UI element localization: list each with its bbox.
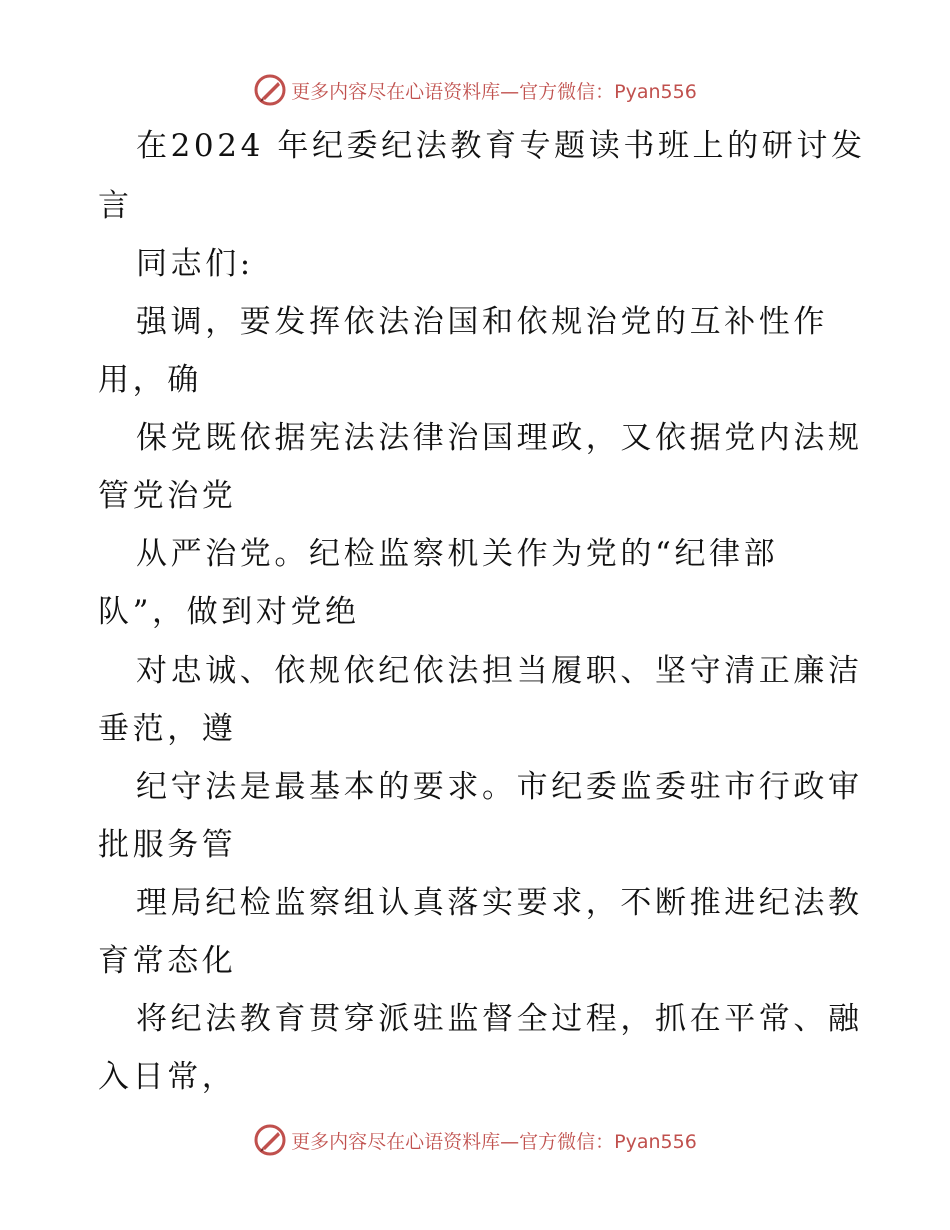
paragraph-line: 将纪法教育贯穿派驻监督全过程，抓在平常、融 — [136, 1001, 863, 1037]
header-watermark-banner — [0, 68, 950, 112]
quill-logo-icon — [253, 73, 287, 107]
paragraph-line: 垂范，遵 — [98, 711, 237, 747]
paragraph-line: 队”，做到对党绝 — [98, 594, 360, 630]
watermark-text: 更多内容尽在心语资料库—官方微信：Pyan556 — [291, 80, 697, 103]
footer-watermark-banner — [0, 1118, 950, 1162]
paragraph-line: 保党既依据宪法法律治国理政，又依据党内法规 — [136, 420, 863, 456]
quill-logo-icon — [253, 1123, 287, 1157]
paragraph-line: 从严治党。纪检监察机关作为党的“纪律部 — [136, 536, 779, 572]
paragraph-line: 用，确 — [98, 362, 202, 398]
watermark-text: 更多内容尽在心语资料库—官方微信：Pyan556 — [291, 1130, 697, 1153]
paragraph-line: 在2024 年纪委纪法教育专题读书班上的研讨发 — [136, 128, 866, 164]
paragraph-line: 理局纪检监察组认真落实要求，不断推进纪法教 — [136, 885, 863, 921]
paragraph-line: 纪守法是最基本的要求。市纪委监委驻市行政审 — [136, 769, 863, 805]
paragraph-line: 管党治党 — [98, 478, 237, 514]
paragraph-line: 批服务管 — [98, 827, 237, 863]
paragraph-line: 强调，要发挥依法治国和依规治党的互补性作 — [136, 304, 828, 340]
paragraph-line: 对忠诚、依规依纪依法担当履职、坚守清正廉洁 — [136, 653, 863, 689]
paragraph-line: 入日常， — [98, 1059, 237, 1095]
paragraph-line: 育常态化 — [98, 943, 237, 979]
paragraph-line: 同志们: — [136, 246, 254, 282]
paragraph-line: 言 — [98, 188, 133, 224]
